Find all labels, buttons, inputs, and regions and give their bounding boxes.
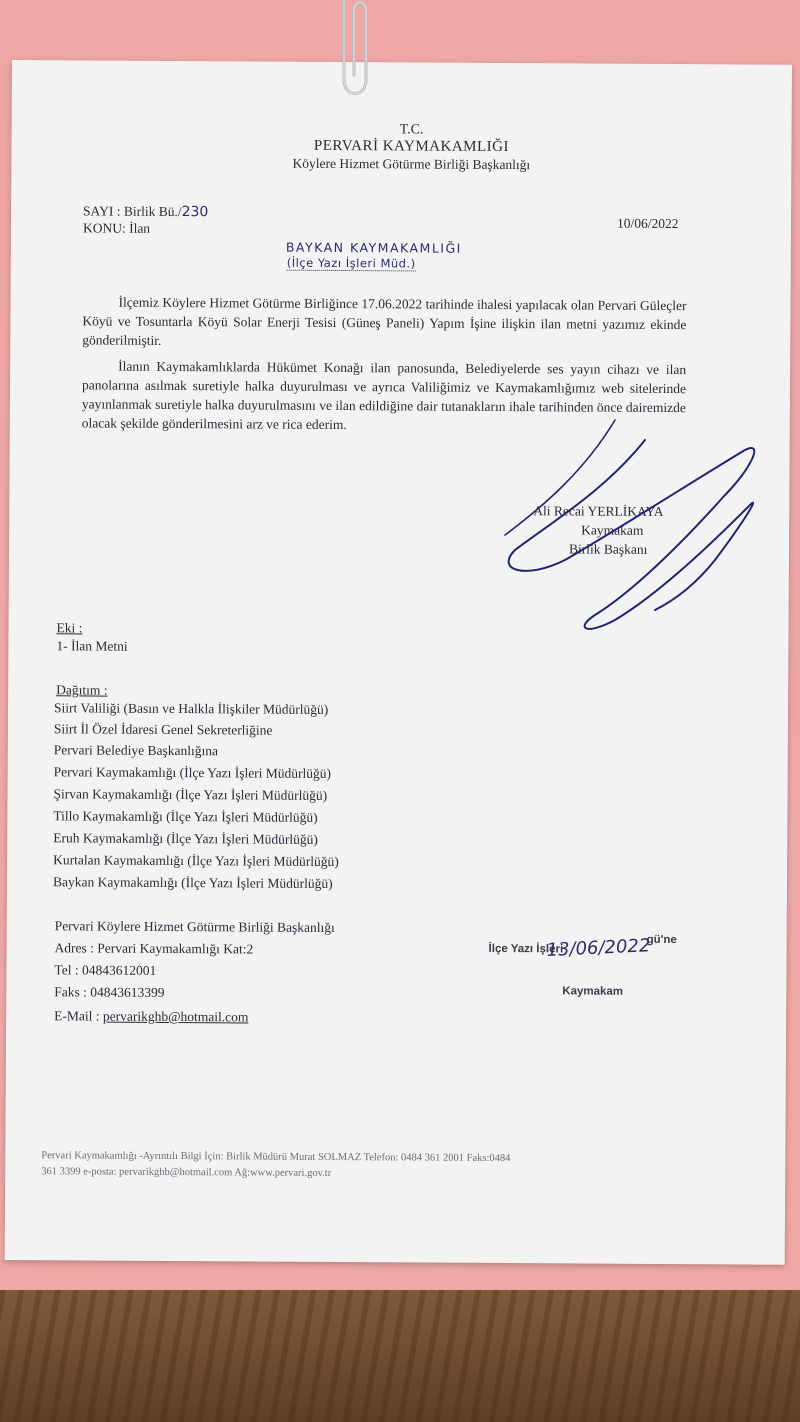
sayi-label: SAYI <box>83 203 114 219</box>
sayi-value: : Birlik Bü./ <box>116 203 182 220</box>
header-tc: T.C. <box>399 122 424 138</box>
distribution-item: Siirt Valiliği (Basın ve Halkla İlişkiler Müdürlüğü) <box>53 700 329 717</box>
header-unit: Köylere Hizmet Götürme Birliği Başkanlığı <box>292 155 531 173</box>
konu-line <box>83 220 150 236</box>
document-date: 10/06/2022 <box>616 215 679 232</box>
distribution-label: Dağıtım : <box>56 682 108 698</box>
signatory-title-2: Birlik Başkanı <box>568 541 648 557</box>
stamp-title: Kaymakam <box>562 985 624 998</box>
sayi-handwritten: 230 <box>181 204 209 221</box>
stamp-prefix: İlçe Yazı İşleri <box>488 942 564 956</box>
attachments-label: Eki : <box>56 620 83 636</box>
stamp-suffix: gü'ne <box>646 933 677 947</box>
distribution-item: Pervari Kaymakamlığı (İlçe Yazı İşleri Müdürlüğü) <box>53 764 332 781</box>
wooden-desk-surface <box>0 1290 800 1422</box>
contact-org: Pervari Köylere Hizmet Götürme Birliği Başkanlığı <box>54 918 335 935</box>
contact-tel: Tel : 04843612001 <box>54 962 157 978</box>
handwritten-signature <box>495 410 765 640</box>
distribution-item: Pervari Belediye Başkanlığına <box>53 742 219 759</box>
body-paragraph-1: İlçemiz Köylere Hizmet Götürme Birliğince 17.06.2022 tarihinde ihalesi yapılacak olan Pervari Güleçler Köyü ve Tosuntarla Köyü Solar Enerji Tesisi (Güneş Paneli) Yapım İşine ilişkin ilan metni yazımız ekinde gönderilmiştir. <box>82 294 687 348</box>
attachment-item: 1- İlan Metni <box>56 638 128 654</box>
footer-line-2: 361 3399 e-posta: pervarikghb@hotmail.com Ağ:www.pervari.gov.tr <box>41 1166 332 1179</box>
paper-clip-icon <box>330 0 376 110</box>
signatory-name: Ali Recai YERLİKAYA <box>533 503 664 519</box>
handwritten-recipient-line2: (İlçe Yazı İşleri Müd.) <box>286 255 416 271</box>
distribution-item: Şirvan Kaymakamlığı (İlçe Yazı İşleri Müdürlüğü) <box>53 786 328 803</box>
contact-fax: Faks : 04843613399 <box>54 984 165 1000</box>
contact-email-line <box>54 1008 248 1025</box>
contact-address: Adres : Pervari Kaymakamlığı Kat:2 <box>54 940 254 957</box>
distribution-item: Eruh Kaymakamlığı (İlçe Yazı İşleri Müdürlüğü) <box>53 830 318 847</box>
body-paragraph-2: İlanın Kaymakamlıklarda Hükümet Konağı ilan panosunda, Belediyelerde ses yayın cihazı ve ilan panolarına asılmak suretiyle halka duyurulması ve ayrıca Valiliğimiz ve Kaymakamlığımız web sitelerinde yayınlanmak suretiyle halka duyurulmasını ve ilan edildiğine dair tutanakların ihale tarihinden önce dairemizde olacak şekilde gönderilmesini arz ve rica ederim. <box>81 358 687 433</box>
footer-line-1: Pervari Kaymakamlığı -Ayrıntılı Bilgi İçin: Birlik Müdürü Murat SOLMAZ Telefon: 0484 361 2001 Faks:0484 <box>41 1150 511 1165</box>
konu-label: KONU: <box>82 220 126 236</box>
sayi-line <box>83 203 208 220</box>
signatory-title-1: Kaymakam <box>581 522 644 538</box>
distribution-item: Siirt İl Özel İdaresi Genel Sekreterliğine <box>53 721 273 738</box>
distribution-item: Baykan Kaymakamlığı (İlçe Yazı İşleri Müdürlüğü) <box>52 874 333 891</box>
official-letter <box>5 60 792 1265</box>
handwritten-recipient-line1: BAYKAN KAYMAKAMLIĞI <box>285 239 462 256</box>
contact-email-link[interactable]: pervarikghb@hotmail.com <box>102 1008 249 1025</box>
header-organization: PERVARİ KAYMAKAMLIĞI <box>313 137 510 156</box>
distribution-item: Tillo Kaymakamlığı (İlçe Yazı İşleri Müdürlüğü) <box>53 808 318 825</box>
distribution-item: Kurtalan Kaymakamlığı (İlçe Yazı İşleri Müdürlüğü) <box>53 852 339 870</box>
stamp-handwritten-date: 13/06/2022 <box>546 935 651 961</box>
contact-email-label: E-Mail : <box>54 1008 103 1024</box>
konu-value: İlan <box>129 220 151 236</box>
